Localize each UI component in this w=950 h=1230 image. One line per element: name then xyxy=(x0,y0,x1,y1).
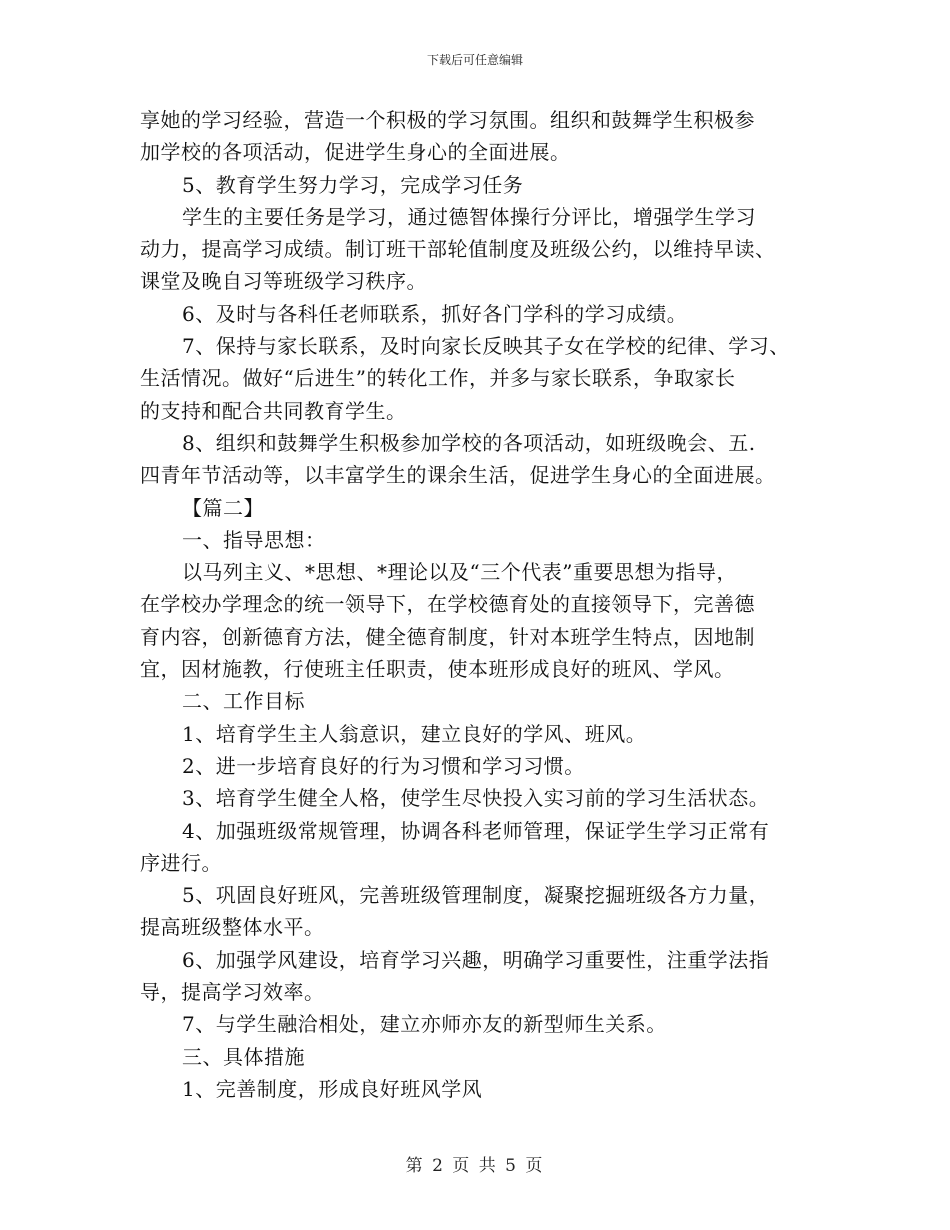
text-line: 在学校办学理念的统一领导下，在学校德育处的直接领导下，完善德 xyxy=(140,592,755,617)
section-heading: 5、教育学生努力学习，完成学习任务 xyxy=(182,172,524,197)
text-line: 以马列主义、*思想、*理论以及“三个代表”重要思想为指导， xyxy=(182,560,737,585)
section-heading: 一、指导思想： xyxy=(182,527,326,552)
text-line: 3、培育学生健全人格，使学生尽快投入实习前的学习生活状态。 xyxy=(182,786,770,811)
text-line: 加学校的各项活动，促进学生身心的全面进展。 xyxy=(140,140,571,165)
text-line: 育内容，创新德育方法，健全德育制度，针对本班学生特点，因地制 xyxy=(140,624,755,649)
text-line: 课堂及晚自习等班级学习秩序。 xyxy=(140,269,427,294)
text-line: 的支持和配合共同教育学生。 xyxy=(140,398,407,423)
text-line: 2、进一步培育良好的行为习惯和学习习惯。 xyxy=(182,753,585,778)
section-heading: 二、工作目标 xyxy=(182,689,305,714)
text-line: 4、加强班级常规管理，协调各科老师管理，保证学生学习正常有 xyxy=(182,818,770,843)
text-line: 动力，提高学习成绩。制订班干部轮值制度及班级公约，以维持早读、 xyxy=(140,237,776,262)
text-line: 7、保持与家长联系，及时向家长反映其子女在学校的纪律、学习、 xyxy=(182,334,790,359)
text-line: 1、培育学生主人翁意识，建立良好的学风、班风。 xyxy=(182,721,647,746)
text-line: 生活情况。做好“后进生”的转化工作，并多与家长联系，争取家长 xyxy=(140,366,736,391)
section-heading: 1、完善制度，形成良好班风学风 xyxy=(182,1076,483,1101)
text-line: 学生的主要任务是学习，通过德智体操行分评比，增强学生学习 xyxy=(182,204,756,229)
text-line: 导，提高学习效率。 xyxy=(140,980,325,1005)
text-line: 5、巩固良好班风，完善班级管理制度，凝聚挖掘班级各方力量， xyxy=(182,883,770,908)
page-number: 第 2 页 共 5 页 xyxy=(405,1156,545,1176)
document-body xyxy=(140,104,820,1105)
text-line: 序进行。 xyxy=(140,850,222,875)
text-line: 享她的学习经验，营造一个积极的学习氛围。组织和鼓舞学生积极参 xyxy=(140,108,755,132)
chapter-heading: 【篇二】 xyxy=(182,495,264,520)
text-line: 提高班级整体水平。 xyxy=(140,915,325,940)
text-line: 7、与学生融洽相处，建立亦师亦友的新型师生关系。 xyxy=(182,1012,667,1037)
text-line: 宜，因材施教，行使班主任职责，使本班形成良好的班风、学风。 xyxy=(140,657,735,682)
page-header-note: 下载后可任意编辑 xyxy=(426,53,523,67)
section-heading: 三、具体措施 xyxy=(182,1044,305,1069)
text-line: 8、组织和鼓舞学生积极参加学校的各项活动，如班级晚会、五. xyxy=(182,430,756,455)
text-line: 6、及时与各科任老师联系，抓好各门学科的学习成绩。 xyxy=(182,301,688,326)
text-line: 6、加强学风建设，培育学习兴趣，明确学习重要性，注重学法指 xyxy=(182,947,770,972)
text-line: 四青年节活动等，以丰富学生的课余生活，促进学生身心的全面进展。 xyxy=(140,463,776,488)
